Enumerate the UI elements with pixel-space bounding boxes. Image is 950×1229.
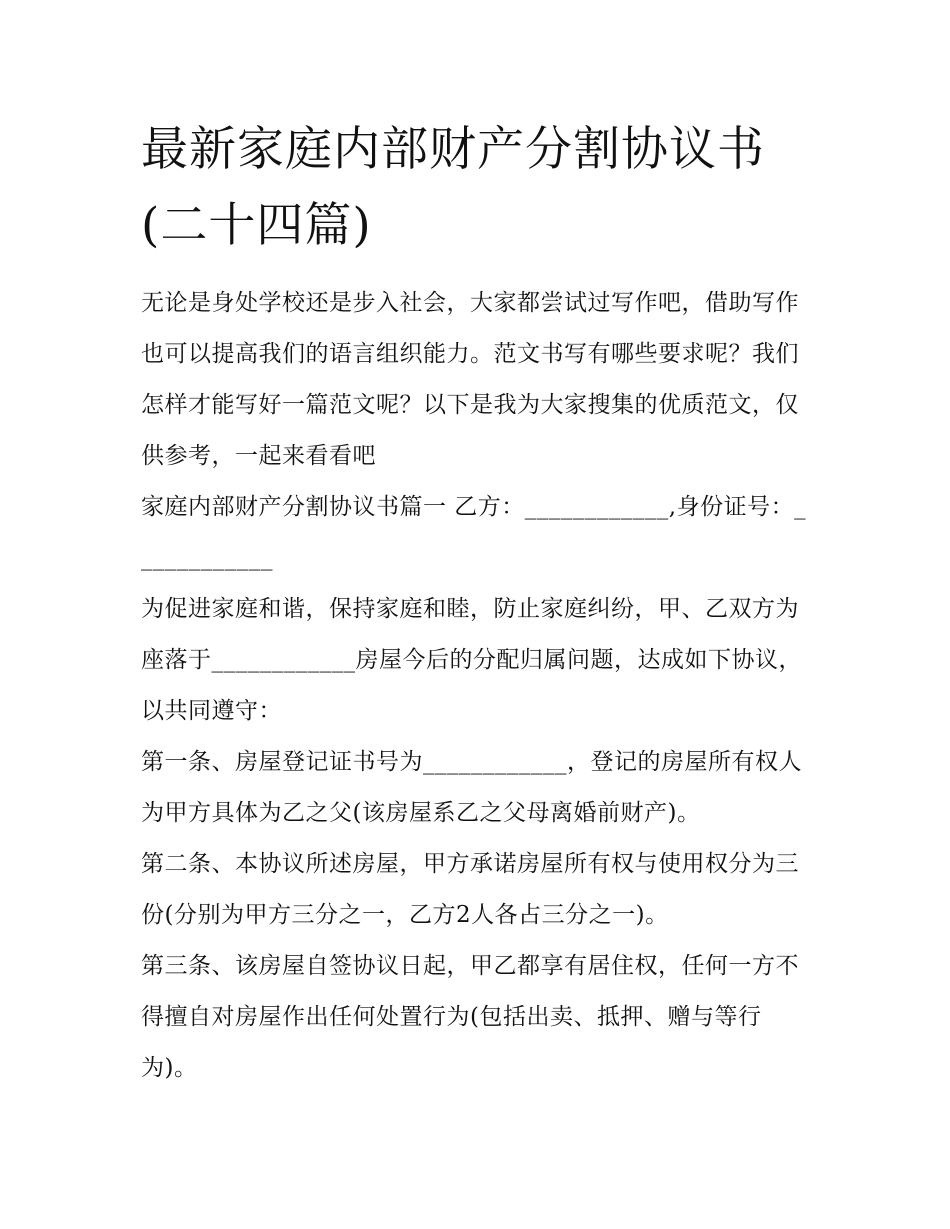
intro-paragraph: 无论是身处学校还是步入社会，大家都尝试过写作吧，借助写作也可以提高我们的语言组织能力。范文书写有哪些要求呢？我们怎样才能写好一篇范文呢？以下是我为大家搜集的优质范文，仅供参考，一起来看看吧 xyxy=(141,290,799,469)
article-1-paragraph: 第一条、房屋登记证书号为____________，登记的房屋所有权人为甲方具体为乙之父(该房屋系乙之父母离婚前财产)。 xyxy=(141,749,802,826)
title-line-2: (二十四篇) xyxy=(141,198,372,253)
title-line-1: 最新家庭内部财产分割协议书 xyxy=(141,122,765,177)
document-title xyxy=(141,112,841,264)
article-2-paragraph: 第二条、本协议所述房屋，甲方承诺房屋所有权与使用权分为三份(分别为甲方三分之一，乙方2人各占三分之一)。 xyxy=(141,851,799,928)
document-body xyxy=(141,278,816,1094)
agreement-heading-paragraph: 家庭内部财产分割协议书篇一 乙方：____________,身份证号：____________ xyxy=(141,494,807,571)
purpose-paragraph: 为促进家庭和谐，保持家庭和睦，防止家庭纠纷，甲、乙双方为座落于____________房屋今后的分配归属问题，达成如下协议，以共同遵守： xyxy=(141,596,802,724)
article-3-paragraph: 第三条、该房屋自签协议日起，甲乙都享有居住权，任何一方不得擅自对房屋作出任何处置行为(包括出卖、抵押、赠与等行为)。 xyxy=(141,953,799,1081)
